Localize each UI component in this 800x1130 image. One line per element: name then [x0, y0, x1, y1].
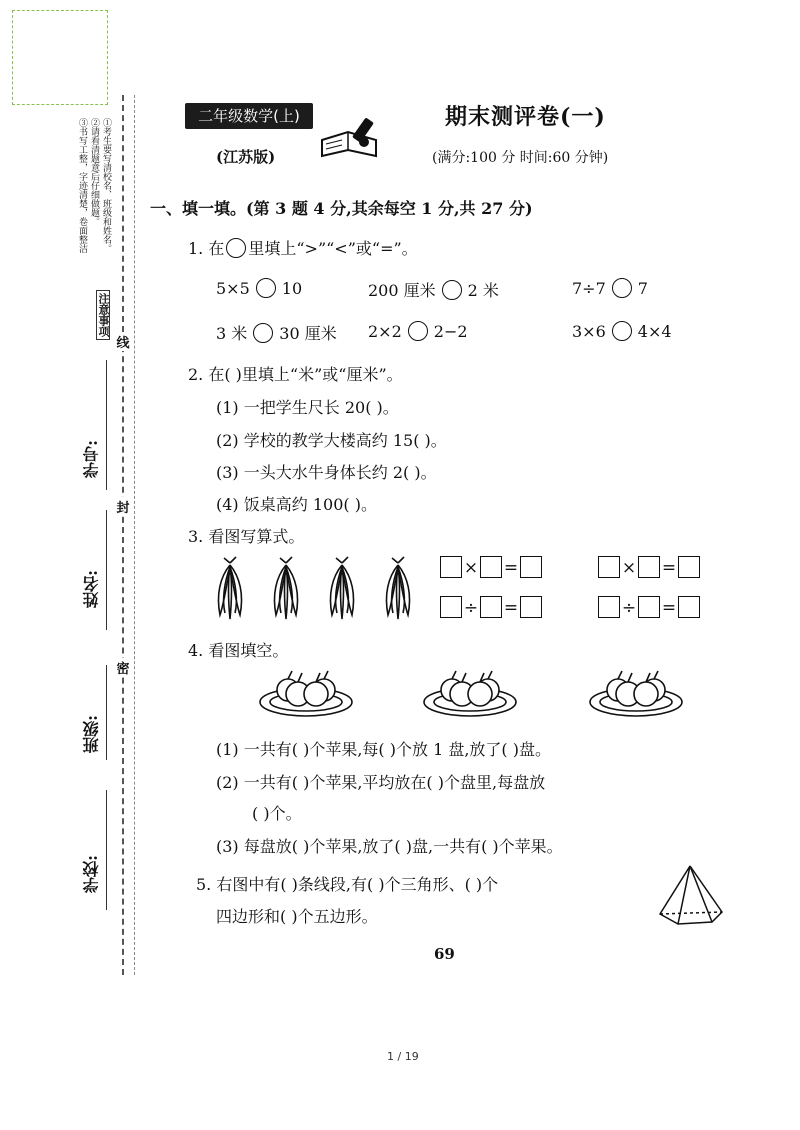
binding-line-inner: [134, 95, 135, 975]
q3-eq-mult-2: × =: [598, 556, 700, 578]
q2-item-3[interactable]: (3) 一头大水牛身体长约 2( )。: [216, 463, 437, 482]
q2-item-4[interactable]: (4) 饭桌高约 100( )。: [216, 495, 377, 514]
q1-item-5: 2×2 2−2: [368, 322, 468, 341]
field-school: 学校:: [82, 855, 101, 893]
page-title: 期末测评卷(一): [445, 104, 606, 130]
answer-box[interactable]: [678, 596, 700, 618]
answer-circle[interactable]: [253, 323, 273, 343]
answer-circle[interactable]: [256, 278, 276, 298]
q1-item-6: 3×6 4×4: [572, 322, 672, 341]
field-class-line[interactable]: [106, 665, 107, 760]
q4-item-1[interactable]: (1) 一共有( )个苹果,每( )个放 1 盘,放了( )盘。: [216, 740, 551, 759]
q1-item-4: 3 米 30 厘米: [216, 324, 337, 343]
binding-char-seal: 封: [116, 497, 130, 516]
q4-item-2[interactable]: (2) 一共有( )个苹果,平均放在( )个盘里,每盘放: [216, 773, 546, 792]
answer-box[interactable]: [678, 556, 700, 578]
q1-prompt: 1. 在 里填上“>”“<”或“=”。: [188, 239, 418, 258]
field-name: 姓名:: [82, 570, 101, 608]
answer-box[interactable]: [598, 556, 620, 578]
answer-circle[interactable]: [612, 278, 632, 298]
q3-eq-mult-1: × =: [440, 556, 542, 578]
pyramid-figure-image: [656, 862, 726, 928]
answer-box[interactable]: [638, 556, 660, 578]
notice-2: ②请看清题意后仔细做题。: [89, 118, 99, 226]
notice-title: 注意事项: [96, 290, 110, 340]
apple-plates-image: [258, 664, 698, 724]
score-time: (满分:100 分 时间:60 分钟): [432, 150, 609, 166]
q1-item-1: 5×5 10: [216, 279, 303, 298]
field-student-id-line[interactable]: [106, 360, 107, 490]
binding-line: [122, 95, 124, 975]
answer-box[interactable]: [480, 556, 502, 578]
edition: (江苏版): [216, 148, 276, 166]
notice-1: ①考生要写清校名、班级和姓名。: [101, 118, 111, 253]
answer-box[interactable]: [598, 596, 620, 618]
q4-item-2-cont[interactable]: ( )个。: [252, 804, 302, 823]
field-name-line[interactable]: [106, 510, 107, 630]
q3-eq-div-2: ÷ =: [598, 596, 700, 618]
q4-prompt: 4. 看图填空。: [188, 641, 289, 660]
answer-circle[interactable]: [612, 321, 632, 341]
q2-item-1[interactable]: (1) 一把学生尺长 20( )。: [216, 398, 399, 417]
answer-box[interactable]: [520, 596, 542, 618]
answer-circle[interactable]: [408, 321, 428, 341]
pepper-bunches-image: [210, 555, 430, 625]
field-student-id: 学号:: [82, 440, 101, 478]
q1-item-2: 200 厘米 2 米: [368, 281, 499, 300]
q3-eq-div-1: ÷ =: [440, 596, 542, 618]
answer-circle[interactable]: [442, 280, 462, 300]
photo-placeholder: [12, 10, 108, 105]
field-school-line[interactable]: [106, 790, 107, 910]
answer-box[interactable]: [480, 596, 502, 618]
binding-char-line: 线: [116, 332, 130, 351]
page-number: 69: [434, 945, 455, 963]
circle-icon: [226, 238, 246, 258]
q1-item-3: 7÷7 7: [572, 279, 648, 298]
q3-prompt: 3. 看图写算式。: [188, 527, 305, 546]
answer-box[interactable]: [638, 596, 660, 618]
answer-box[interactable]: [520, 556, 542, 578]
section-heading: 一、填一填。(第 3 题 4 分,其余每空 1 分,共 27 分): [150, 199, 533, 218]
notice-3: ③书写工整，字迹清楚，卷面整洁: [77, 118, 87, 253]
q5-line-1[interactable]: 5. 右图中有( )条线段,有( )个三角形、( )个: [196, 875, 499, 894]
answer-box[interactable]: [440, 596, 462, 618]
binding-char-secret: 密: [116, 658, 130, 677]
field-class: 班级:: [82, 715, 101, 753]
page-indicator: 1 / 19: [387, 1050, 419, 1063]
answer-box[interactable]: [440, 556, 462, 578]
book-pen-icon: [318, 110, 388, 162]
q2-item-2[interactable]: (2) 学校的教学大楼高约 15( )。: [216, 431, 447, 450]
q2-prompt: 2. 在( )里填上“米”或“厘米”。: [188, 365, 403, 384]
q4-item-3[interactable]: (3) 每盘放( )个苹果,放了( )盘,一共有( )个苹果。: [216, 837, 563, 856]
grade-tag: 二年级数学(上): [185, 103, 313, 129]
q5-line-2[interactable]: 四边形和( )个五边形。: [216, 907, 378, 926]
